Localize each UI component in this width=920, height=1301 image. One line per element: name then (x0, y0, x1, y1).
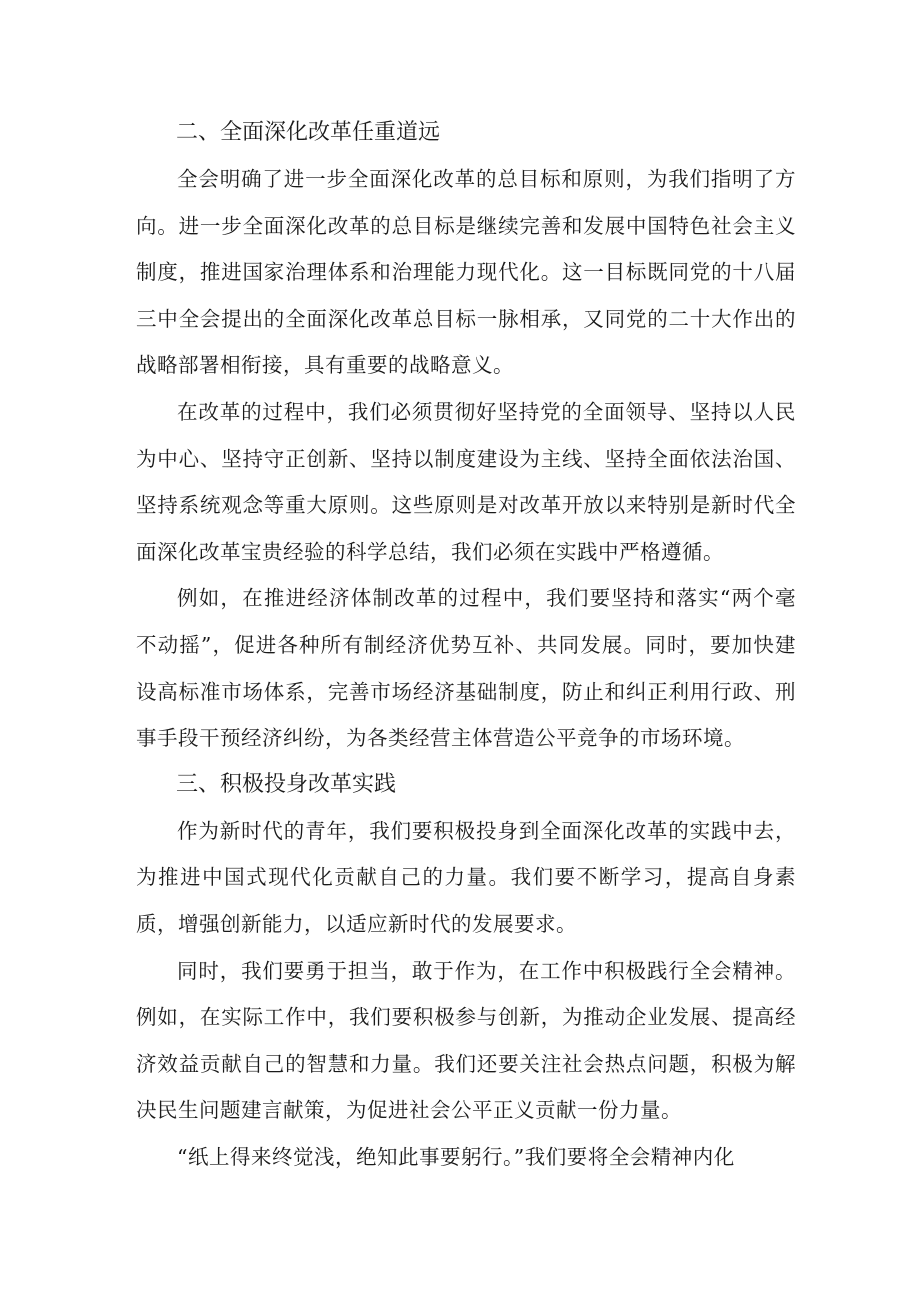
paragraph: 例如，在推进经济体制改革的过程中，我们要坚持和落实“两个毫不动摇”，促进各种所有制经济优势互补、共同发展。同时，要加快建设高标准市场体系，完善市场经济基础制度，防止和纠正利用行政、刑事手段干预经济纠纷，为各类经营主体营造公平竞争的市场环境。 (136, 586, 796, 751)
section-heading-2: 二、全面深化改革任重道远 (176, 120, 441, 145)
paragraph: “纸上得来终觉浅，绝知此事要躬行。”我们要将全会精神内化 (177, 1144, 735, 1169)
paragraph: 作为新时代的青年，我们要积极投身到全面深化改革的实践中去，为推进中国式现代化贡献自己的力量。我们要不断学习，提高自身素质，增强创新能力，以适应新时代的发展要求。 (136, 818, 796, 936)
section-heading-3: 三、积极投身改革实践 (176, 771, 397, 797)
document-body (136, 110, 796, 1180)
paragraph: 在改革的过程中，我们必须贯彻好坚持党的全面领导、坚持以人民为中心、坚持守正创新、坚持以制度建设为主线、坚持全面依法治国、坚持系统观念等重大原则。这些原则是对改革开放以来特别是新时代全面深化改革宝贵经验的科学总结，我们必须在实践中严格遵循。 (136, 399, 796, 564)
paragraph: 全会明确了进一步全面深化改革的总目标和原则，为我们指明了方向。进一步全面深化改革的总目标是继续完善和发展中国特色社会主义制度，推进国家治理体系和治理能力现代化。这一目标既同党的十八届三中全会提出的全面深化改革总目标一脉相承，又同党的二十大作出的战略部署相衔接，具有重要的战略意义。 (136, 167, 796, 378)
paragraph: 同时，我们要勇于担当，敢于作为，在工作中积极践行全会精神。例如，在实际工作中，我们要积极参与创新，为推动企业发展、提高经济效益贡献自己的智慧和力量。我们还要关注社会热点问题，积极为解决民生问题建言献策，为促进社会公平正义贡献一份力量。 (136, 958, 796, 1123)
